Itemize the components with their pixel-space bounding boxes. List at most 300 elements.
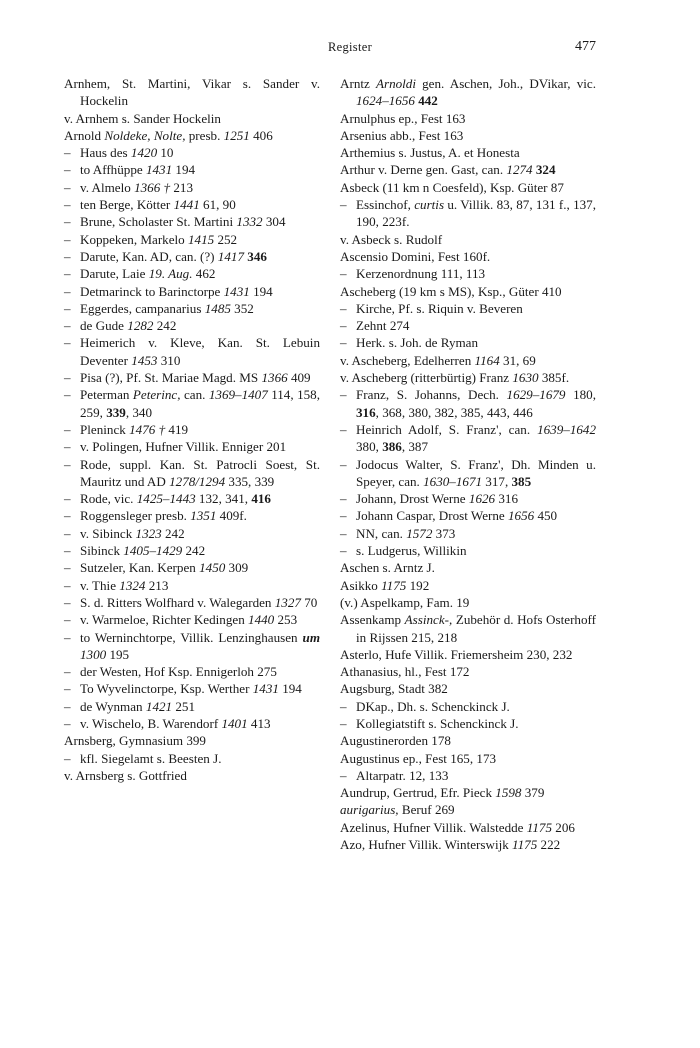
entry-text: Brune, Scholaster St. Martini	[80, 214, 237, 230]
index-entry	[340, 801, 596, 818]
entry-text: presb.	[185, 127, 224, 143]
entry-text: Pisa (?), Pf. St. Mariae Magd. MS	[80, 370, 262, 386]
entry-text: Arntz	[340, 76, 376, 91]
index-entry	[340, 594, 596, 611]
index-subentry	[64, 300, 320, 317]
entry-text: Peterman	[80, 387, 133, 403]
entry-text: 242	[153, 318, 177, 334]
index-entry	[340, 646, 596, 663]
entry-text: S. d. Ritters Wolfhard v. Walegarden	[80, 594, 275, 610]
entry-text: 242	[161, 525, 185, 541]
entry-text: Eggerdes, campanarius	[80, 300, 205, 316]
index-column-right	[340, 75, 596, 853]
index-subentry	[340, 265, 596, 282]
entry-italic-text: 1175	[526, 819, 552, 835]
entry-text: 132, 341,	[195, 491, 252, 507]
index-subentry	[340, 698, 596, 715]
page-ref-bold: 339	[106, 404, 126, 420]
entry-text: 194	[249, 283, 273, 299]
entry-italic-text: 1164	[474, 352, 500, 368]
index-entry	[340, 248, 596, 265]
entry-italic-text: Arnoldi	[375, 76, 416, 91]
index-subentry	[64, 594, 320, 611]
entry-text: 222	[537, 837, 561, 853]
entry-text: 352	[230, 300, 254, 316]
subentry-dash: –	[64, 214, 71, 230]
index-subentry	[64, 248, 320, 265]
subentry-dash: –	[64, 439, 71, 455]
subentry-dash: –	[340, 491, 347, 507]
entry-text: 10	[157, 145, 174, 161]
entry-italic-text: 1431	[145, 162, 173, 178]
entry-italic-text: Peterinc,	[132, 387, 181, 403]
index-entry	[64, 127, 320, 144]
entry-text: , 368, 380, 382, 385, 443, 446	[375, 404, 533, 420]
entry-text: v. Arnsberg s. Gottfried	[64, 767, 187, 783]
entry-text: der Westen, Hof Ksp. Ennigerloh 275	[80, 664, 277, 680]
entry-text: 309	[225, 560, 249, 576]
entry-italic-text: 1639–1642	[537, 421, 596, 437]
entry-italic-text: 1274	[506, 162, 533, 178]
entry-italic-text: 19. Aug.	[148, 266, 193, 282]
entry-text: Haus des	[80, 145, 131, 161]
entry-text: 31, 69	[499, 352, 536, 368]
subentry-dash: –	[64, 594, 71, 610]
entry-text: Detmarinck to Barinctorpe	[80, 283, 224, 299]
entry-italic-text: 1332	[236, 214, 263, 230]
index-subentry	[340, 386, 596, 421]
index-entry	[340, 369, 596, 386]
index-entry	[340, 559, 596, 576]
entry-text: 114, 158, 259,	[80, 387, 320, 420]
entry-text: 192	[406, 577, 430, 593]
index-subentry	[64, 213, 320, 230]
index-subentry	[64, 715, 320, 732]
subentry-dash: –	[340, 543, 347, 559]
entry-italic-text: 1251	[223, 127, 250, 143]
subentry-dash: –	[64, 266, 71, 282]
entry-text: To Wyvelinctorpe, Ksp. Werther	[80, 681, 253, 697]
entry-text: Heimerich v. Kleve, Kan. St. Lebuin Deventer	[80, 335, 320, 368]
entry-text: de Wynman	[80, 698, 146, 714]
subentry-dash: –	[64, 629, 71, 645]
subentry-dash: –	[340, 300, 347, 316]
entry-text: , 340	[125, 404, 153, 420]
index-subentry	[64, 421, 320, 438]
subentry-dash: –	[64, 162, 71, 178]
entry-text: can.	[180, 387, 209, 403]
subentry-dash: –	[64, 248, 71, 264]
entry-text: 409f.	[216, 508, 247, 524]
entry-text: 379	[521, 785, 545, 801]
entry-text: Athanasius, hl., Fest 172	[340, 664, 470, 680]
subentry-dash: –	[64, 698, 71, 714]
index-subentry	[64, 283, 320, 300]
entry-text: v. Ascheberg (ritterbürtig) Franz	[340, 370, 513, 386]
index-subentry	[64, 438, 320, 455]
subentry-dash: –	[64, 525, 71, 541]
entry-text: Sutzeler, Kan. Kerpen	[80, 560, 200, 576]
index-subentry	[64, 161, 320, 178]
entry-text: Kollegiatstift s. Schenckinck J.	[356, 715, 519, 731]
entry-italic-text: 1626	[468, 491, 496, 507]
entry-italic-text: 1175	[381, 577, 407, 593]
index-subentry	[64, 265, 320, 282]
index-subentry	[340, 317, 596, 334]
subentry-dash: –	[64, 387, 71, 403]
index-subentry	[340, 421, 596, 456]
entry-text: v. Sibinck	[80, 525, 136, 541]
entry-text: 450	[534, 508, 558, 524]
entry-italic-text: 1630	[512, 370, 539, 386]
entry-text: Arnsberg, Gymnasium 399	[64, 733, 206, 749]
entry-text: v. Ascheberg, Edelherren	[340, 352, 475, 368]
page-ref-bold: 346	[247, 248, 267, 264]
entry-text: v. Thie	[80, 577, 120, 593]
subentry-dash: –	[340, 715, 347, 731]
subentry-dash: –	[340, 525, 347, 541]
entry-text: kfl. Siegelamt s. Beesten J.	[80, 750, 222, 766]
entry-text: Azo, Hufner Villik. Winterswijk	[340, 837, 513, 853]
entry-text: Augsburg, Stadt 382	[340, 681, 448, 697]
index-column-left	[64, 75, 320, 784]
subentry-dash: –	[340, 421, 347, 437]
entry-text: 317,	[482, 473, 512, 489]
index-subentry	[340, 490, 596, 507]
page-ref-bold: 416	[251, 491, 271, 507]
entry-italic-text: 1175	[512, 837, 538, 853]
index-subentry	[64, 196, 320, 213]
subentry-dash: –	[64, 681, 71, 697]
entry-text: 180,	[565, 387, 596, 403]
index-subentry	[64, 577, 320, 594]
subentry-dash: –	[64, 543, 71, 559]
entry-text: , 387	[401, 439, 429, 455]
entry-text: v. Almelo	[80, 179, 135, 195]
entry-italic-text: 1401	[221, 715, 248, 731]
index-subentry	[64, 490, 320, 507]
entry-text: 419	[168, 421, 189, 437]
entry-text: Zubehör d. Hofs Osterhoff in Rijssen 215, 218	[356, 612, 597, 645]
page-ref-bold: 385	[511, 473, 532, 489]
entry-italic-text: curtis	[414, 197, 445, 213]
entry-text: 385f.	[538, 370, 570, 386]
index-subentry	[64, 317, 320, 334]
entry-text: Sibinck	[80, 543, 124, 559]
entry-italic-text: 1630–1671	[423, 473, 483, 489]
entry-italic-text: 1351	[190, 508, 217, 524]
index-entry	[340, 836, 596, 853]
index-subentry	[64, 542, 320, 559]
entry-text: Rode, suppl. Kan. St. Patrocli Soest, St. Mauritz und AD	[80, 456, 320, 489]
subentry-dash: –	[340, 335, 347, 351]
index-subentry	[64, 698, 320, 715]
entry-text: 406	[249, 127, 273, 143]
entry-text: Darute, Laie	[80, 266, 149, 282]
entry-italic-text: 1278/1294	[169, 473, 226, 489]
entry-italic-text: 1366 †	[134, 179, 174, 195]
subentry-dash: –	[340, 767, 347, 783]
index-entry	[340, 127, 596, 144]
entry-italic-text: 1453	[131, 352, 158, 368]
entry-text: DKap., Dh. s. Schenckinck J.	[356, 698, 510, 714]
entry-text: Azelinus, Hufner Villik. Walstedde	[340, 819, 527, 835]
entry-text: 242	[182, 543, 206, 559]
entry-italic-text: 1624–1656	[356, 93, 415, 109]
entry-text: 380,	[356, 439, 383, 455]
entry-text: Altarpatr. 12, 133	[356, 767, 449, 783]
entry-italic-text: 1431	[223, 283, 250, 299]
subentry-dash: –	[64, 283, 71, 299]
index-subentry	[64, 456, 320, 491]
subentry-dash: –	[64, 335, 71, 351]
entry-text: NN, can.	[356, 525, 407, 541]
entry-italic-text: Noldeke, Nolte,	[104, 127, 186, 143]
entry-text: 373	[432, 525, 456, 541]
index-subentry	[340, 334, 596, 351]
subentry-dash: –	[64, 750, 71, 766]
subentry-dash: –	[340, 508, 347, 524]
index-subentry	[64, 144, 320, 161]
entry-text: Jodocus Walter, S. Franz', Dh. Minden u. Speyer, can.	[356, 456, 596, 489]
entry-italic-text: 1629–1679	[506, 387, 566, 403]
entry-italic-text: 1324	[119, 577, 146, 593]
entry-italic-text: 1431	[252, 681, 279, 697]
entry-italic-text: 1420	[130, 145, 158, 161]
index-subentry	[64, 369, 320, 386]
entry-italic-text: Assinck-,	[404, 612, 453, 628]
index-entry	[340, 231, 596, 248]
entry-text: ten Berge, Kötter	[80, 197, 174, 213]
entry-text: 409	[287, 370, 311, 386]
entry-italic-text: 1300	[80, 646, 107, 662]
subentry-dash: –	[64, 508, 71, 524]
index-entry	[340, 819, 596, 836]
subentry-dash: –	[340, 318, 347, 334]
index-entry	[340, 179, 596, 196]
entry-text: 413	[247, 715, 271, 731]
subentry-dash: –	[64, 300, 71, 316]
index-entry	[340, 680, 596, 697]
entry-text: Zehnt 274	[356, 318, 410, 334]
index-subentry	[340, 525, 596, 542]
index-entry	[64, 767, 320, 784]
index-entry	[340, 144, 596, 161]
page-ref-bold: 386	[382, 439, 402, 455]
subentry-dash: –	[64, 318, 71, 334]
entry-text: Franz, S. Johanns, Dech.	[356, 387, 507, 403]
entry-italic-text: 1405–1429	[123, 543, 183, 559]
entry-text: Asterlo, Hufe Villik. Friemersheim 230, 232	[340, 646, 573, 662]
running-header: Register	[327, 40, 373, 54]
index-entry	[340, 110, 596, 127]
entry-text: Arthur v. Derne gen. Gast, can.	[340, 162, 507, 178]
subentry-dash: –	[64, 577, 71, 593]
entry-italic-text: 1441	[173, 197, 200, 213]
index-subentry	[64, 629, 320, 664]
entry-italic-text: 1323	[135, 525, 162, 541]
subentry-dash: –	[64, 179, 71, 195]
entry-text: Arthemius s. Justus, A. et Honesta	[340, 145, 520, 161]
subentry-dash: –	[64, 491, 71, 507]
page-ref-bold: 442	[418, 93, 438, 109]
entry-text: v. Wischelo, B. Warendorf	[80, 715, 222, 731]
entry-text: Augustinerorden 178	[340, 733, 451, 749]
entry-text: Arnhem, St. Martini, Vikar s. Sander v. Hockelin	[64, 76, 320, 109]
entry-italic-text: 1450	[199, 560, 226, 576]
entry-text: 213	[173, 179, 193, 195]
entry-text: Arnulphus ep., Fest 163	[340, 110, 466, 126]
page-ref-bold: 324	[535, 162, 556, 178]
entry-text: 253	[274, 612, 298, 628]
entry-text: 304	[262, 214, 286, 230]
subentry-dash: –	[64, 715, 71, 731]
subentry-dash: –	[340, 266, 347, 282]
entry-text: 194	[278, 681, 302, 697]
entry-text: to Werninchtorpe, Villik. Lenzinghausen	[80, 629, 303, 645]
entry-text: Arsenius abb., Fest 163	[340, 127, 464, 143]
entry-text: Essinchof,	[356, 197, 415, 213]
entry-text: Kirche, Pf. s. Riquin v. Beveren	[356, 300, 523, 316]
subentry-dash: –	[64, 421, 71, 437]
entry-italic-text: 1282	[127, 318, 154, 334]
index-subentry	[64, 611, 320, 628]
subentry-dash: –	[64, 612, 71, 628]
entry-italic-text: 1421	[145, 698, 173, 714]
entry-text: 61, 90	[199, 197, 236, 213]
entry-text: Asikko	[340, 577, 382, 593]
entry-text: Pleninck	[80, 421, 130, 437]
entry-text: 316	[495, 491, 518, 507]
index-entry	[340, 750, 596, 767]
entry-text: Johann Caspar, Drost Werne	[356, 508, 508, 524]
entry-text: Arnold	[64, 127, 105, 143]
entry-text: Heinrich Adolf, S. Franz', can.	[356, 421, 538, 437]
entry-text: Beruf 269	[398, 802, 455, 818]
index-subentry	[64, 179, 320, 196]
entry-text: v. Polingen, Hufner Villik. Enniger 201	[80, 439, 287, 455]
index-subentry	[64, 386, 320, 421]
subentry-dash: –	[340, 698, 347, 714]
index-entry	[64, 110, 320, 127]
entry-text: Koppeken, Markelo	[80, 231, 188, 247]
index-entry	[340, 732, 596, 749]
entry-text: Roggensleger presb.	[80, 508, 191, 524]
subentry-dash: –	[64, 456, 71, 472]
subentry-dash: –	[64, 145, 71, 161]
entry-text: v. Asbeck s. Rudolf	[340, 231, 443, 247]
index-subentry	[340, 196, 596, 231]
entry-text: 335, 339	[225, 473, 275, 489]
page-number: 477	[575, 39, 596, 54]
index-subentry	[340, 542, 596, 559]
entry-text: Aundrup, Gertrud, Efr. Pieck	[340, 785, 496, 801]
entry-italic-text: 1417	[217, 248, 244, 264]
entry-italic-text: 1369–1407	[208, 387, 268, 403]
entry-text: Aschen s. Arntz J.	[340, 560, 435, 576]
entry-italic-text: 1415	[188, 231, 215, 247]
entry-text: gen. Aschen, Joh., DVikar, vic.	[415, 76, 596, 91]
entry-italic-text: 1440	[248, 612, 275, 628]
entry-text: v. Arnhem s. Sander Hockelin	[64, 110, 221, 126]
entry-text: Ascensio Domini, Fest 160f.	[340, 248, 491, 264]
entry-italic-text: 1425–1443	[136, 491, 196, 507]
index-entry	[64, 75, 320, 110]
entry-text: s. Ludgerus, Willikin	[356, 543, 467, 559]
entry-italic-text: 1485	[204, 300, 231, 316]
entry-text: Johann, Drost Werne	[356, 491, 469, 507]
entry-text: to Affhüppe	[80, 162, 146, 178]
subentry-dash: –	[64, 664, 71, 680]
entry-italic-text: um	[302, 629, 320, 645]
subentry-dash: –	[64, 197, 71, 213]
entry-text: 252	[214, 231, 238, 247]
entry-text: 194	[172, 162, 196, 178]
index-subentry	[340, 767, 596, 784]
subentry-dash: –	[64, 231, 71, 247]
index-entry	[340, 611, 596, 646]
subentry-dash: –	[64, 370, 71, 386]
index-subentry	[340, 456, 596, 491]
index-entry	[340, 784, 596, 801]
index-subentry	[64, 680, 320, 697]
entry-text: 206	[552, 819, 575, 835]
index-subentry	[340, 300, 596, 317]
page-ref-bold: 316	[356, 404, 376, 420]
entry-text: Darute, Kan. AD, can. (?)	[80, 248, 218, 264]
entry-text: 213	[145, 577, 169, 593]
index-subentry	[64, 559, 320, 576]
index-entry	[64, 732, 320, 749]
entry-text: Kerzenordnung 111, 113	[356, 266, 486, 282]
index-entry	[340, 352, 596, 369]
index-subentry	[340, 715, 596, 732]
entry-text: 195	[106, 646, 130, 662]
index-subentry	[64, 231, 320, 248]
entry-text: de Gude	[80, 318, 128, 334]
index-subentry	[64, 507, 320, 524]
index-entry	[340, 161, 596, 178]
subentry-dash: –	[340, 456, 347, 472]
entry-text: (v.) Aspelkamp, Fam. 19	[340, 594, 470, 610]
entry-italic-text: aurigarius,	[340, 802, 399, 818]
index-entry	[340, 663, 596, 680]
entry-text: Assenkamp	[340, 612, 405, 628]
index-subentry	[64, 334, 320, 369]
entry-text: Herk. s. Joh. de Ryman	[356, 335, 479, 351]
entry-italic-text: 1598	[495, 785, 522, 801]
entry-text: Augustinus ep., Fest 165, 173	[340, 750, 497, 766]
entry-text: Asbeck (11 km n Coesfeld), Ksp. Güter 87	[340, 179, 564, 195]
subentry-dash: –	[340, 387, 347, 403]
entry-italic-text: 1656	[508, 508, 535, 524]
entry-italic-text: 1327	[274, 594, 301, 610]
index-entry	[340, 577, 596, 594]
subentry-dash: –	[340, 197, 347, 213]
entry-text: 310	[157, 352, 181, 368]
index-subentry	[64, 525, 320, 542]
entry-text: Ascheberg (19 km s MS), Ksp., Güter 410	[340, 283, 562, 299]
index-subentry	[64, 750, 320, 767]
entry-italic-text: 1366	[261, 370, 288, 386]
entry-text: 70	[300, 594, 318, 610]
entry-text: u. Villik. 83, 87, 131 f., 137, 190, 223f.	[356, 197, 596, 230]
index-entry	[340, 283, 596, 300]
index-subentry	[64, 663, 320, 680]
entry-text: 251	[172, 698, 195, 714]
entry-italic-text: 1572	[406, 525, 433, 541]
index-entry	[340, 75, 596, 110]
